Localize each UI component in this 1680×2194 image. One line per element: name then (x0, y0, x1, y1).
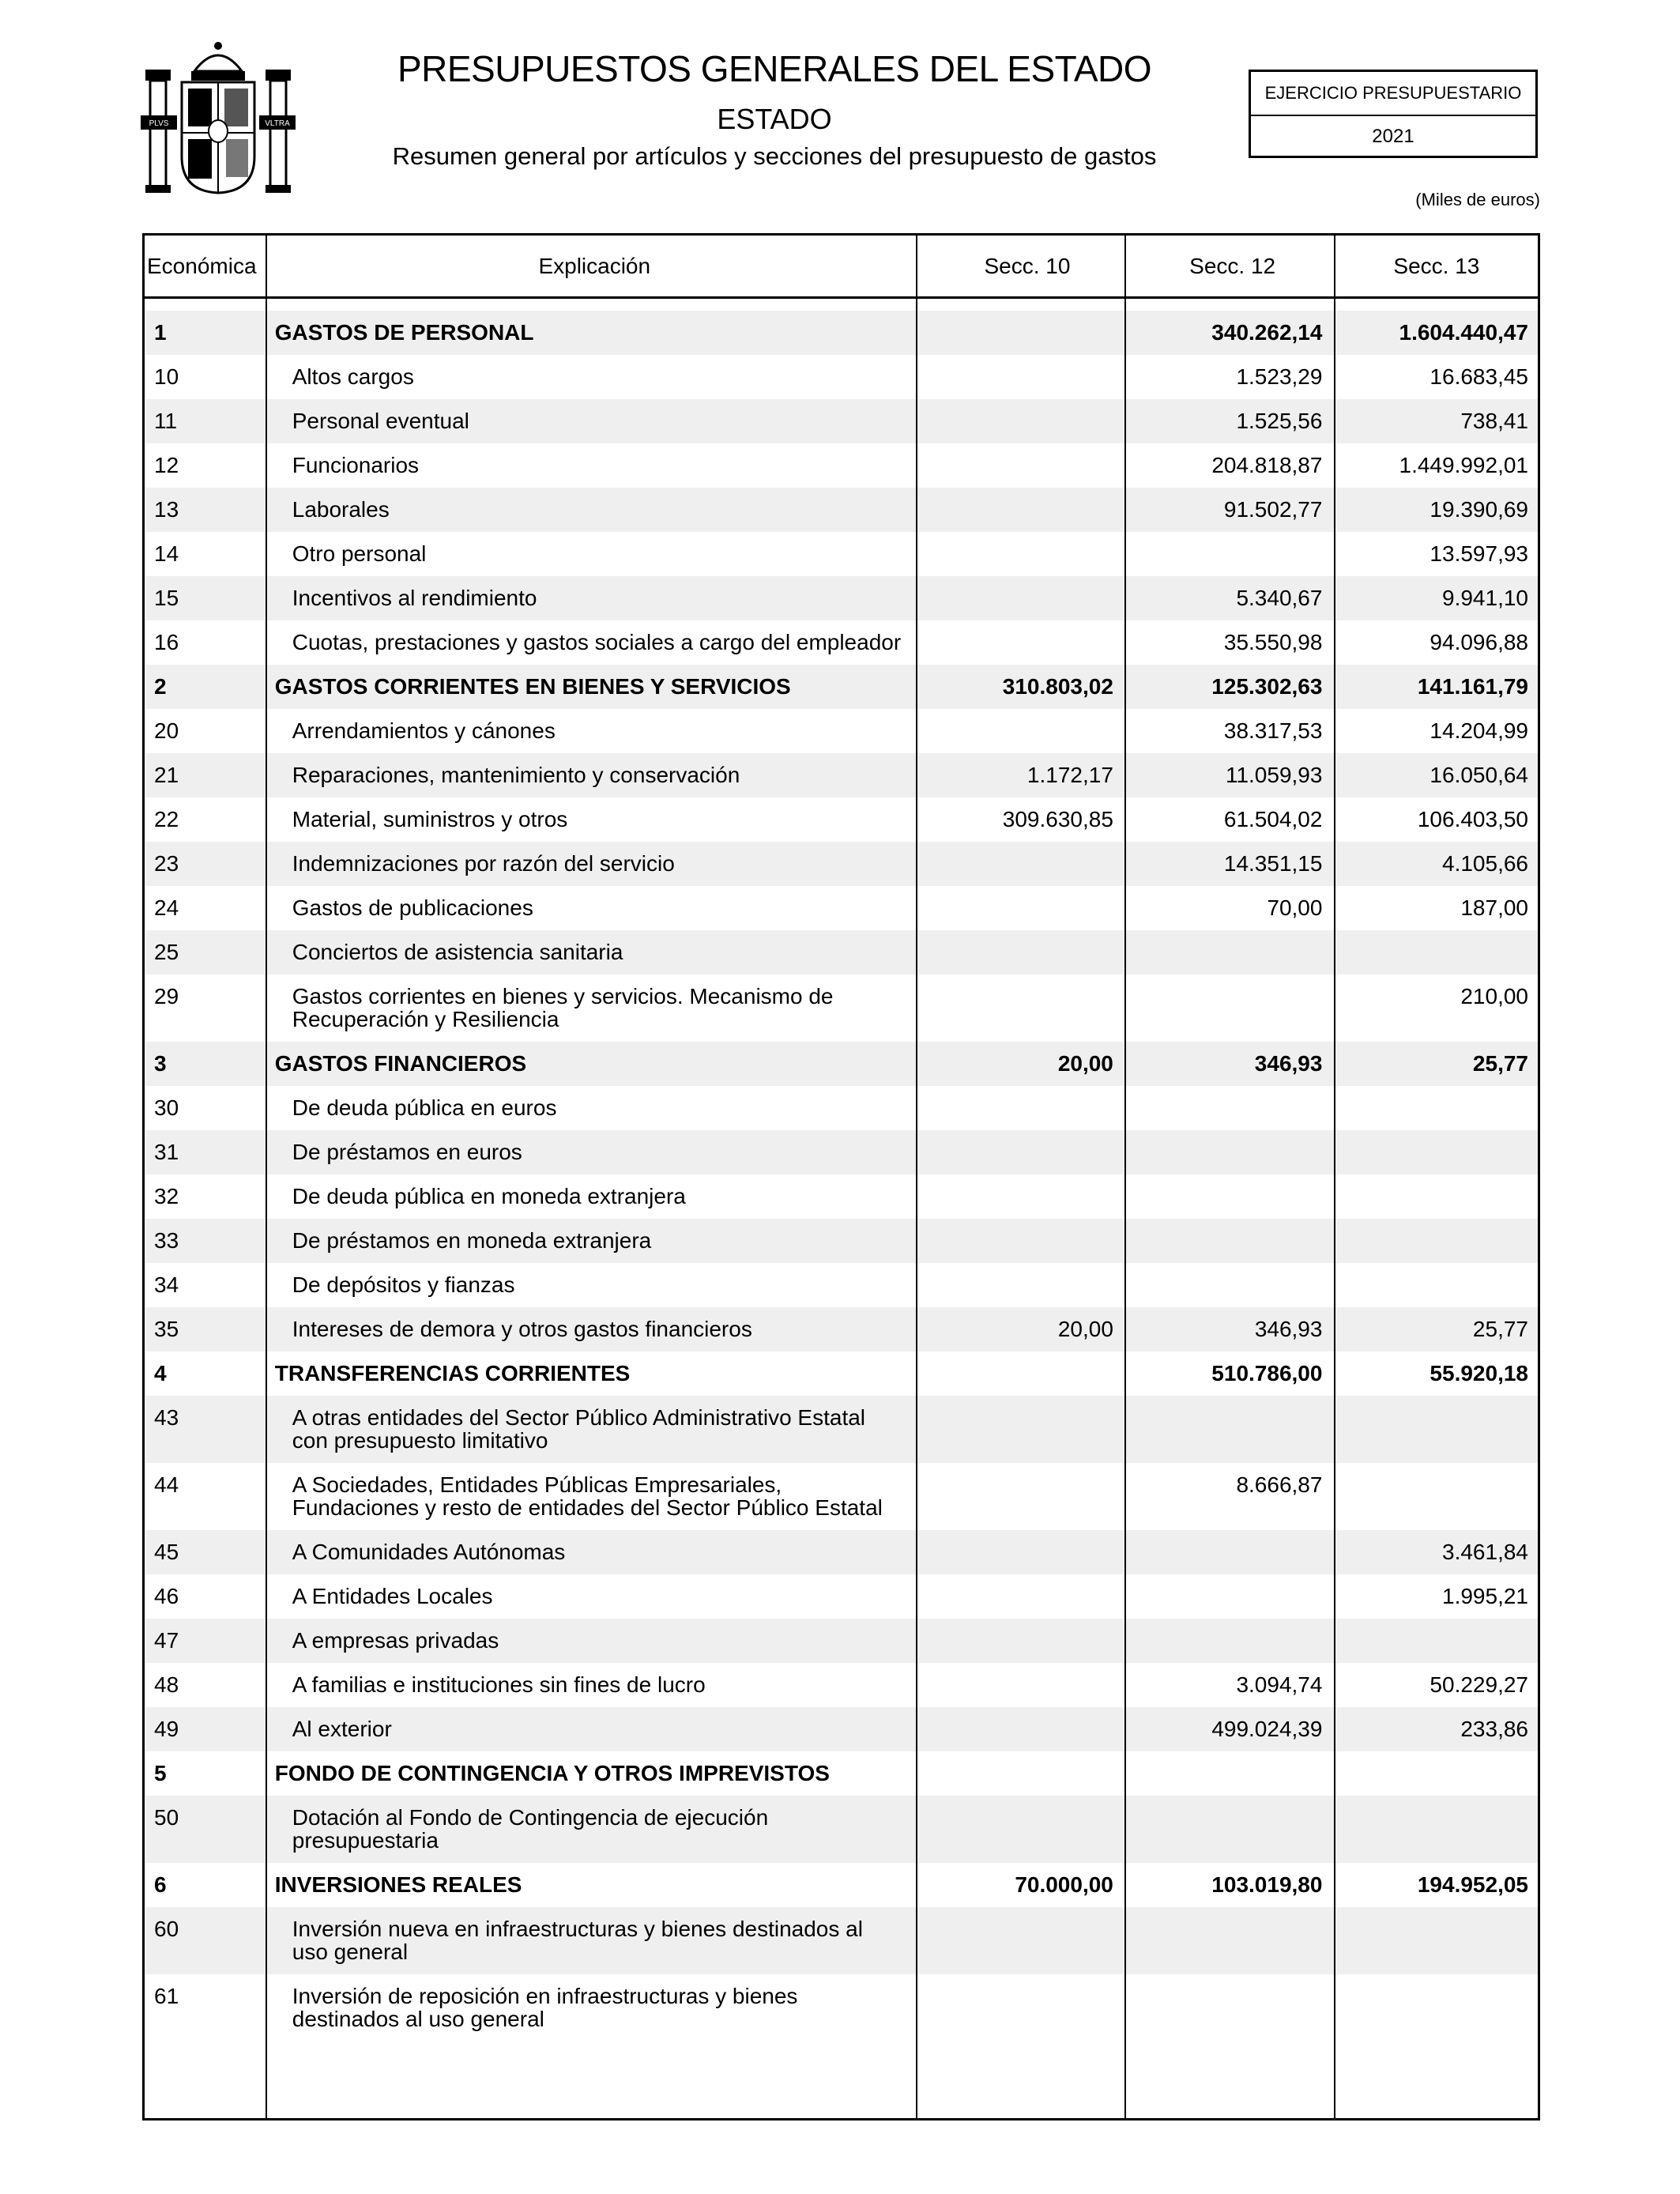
cell-explicacion: De deuda pública en moneda extranjera (292, 1184, 686, 1208)
cell-secc-13 (1332, 1130, 1538, 1174)
cell-secc-12: 3.094,74 (1236, 1672, 1323, 1697)
table-row (145, 532, 1538, 576)
cell-secc-13: 25,77 (1472, 1317, 1528, 1341)
cell-secc-13 (1332, 1174, 1538, 1219)
cell-code: 31 (154, 1140, 179, 1164)
table-row (145, 399, 1538, 443)
cell-secc-10: 310.803,02 (1002, 674, 1113, 699)
cell-secc-10 (914, 1530, 1123, 1574)
cell-secc-10: 1.172,17 (1026, 763, 1113, 787)
cell-secc-13: 16.050,64 (1430, 763, 1528, 787)
cell-explicacion: De préstamos en euros (292, 1140, 522, 1164)
cell-secc-13 (1332, 1619, 1538, 1663)
table-row (145, 1574, 1538, 1619)
table-row-total (145, 665, 1538, 709)
cell-explicacion: A Comunidades Autónomas (292, 1540, 566, 1564)
cell-secc-13 (1332, 1751, 1538, 1796)
cell-code: 13 (154, 497, 179, 522)
cell-secc-12 (1123, 974, 1332, 1042)
cell-code: 61 (154, 1984, 179, 2008)
cell-secc-13 (1332, 1396, 1538, 1463)
cell-secc-13: 19.390,69 (1430, 497, 1528, 522)
budget-table (142, 233, 1540, 2120)
cell-secc-10 (914, 1219, 1123, 1263)
cell-explicacion: A empresas privadas (292, 1628, 499, 1653)
cell-code: 20 (154, 718, 179, 743)
cell-secc-12: 340.262,14 (1211, 320, 1323, 345)
cell-secc-13: 25,77 (1472, 1051, 1528, 1076)
table-row (145, 930, 1538, 974)
cell-secc-13 (1332, 1219, 1538, 1263)
cell-explicacion: Intereses de demora y otros gastos financieros (292, 1317, 752, 1341)
header-secc-13: Secc. 13 (1393, 254, 1480, 278)
cell-secc-12 (1123, 1574, 1332, 1619)
cell-code: 12 (154, 453, 179, 477)
cell-secc-12: 204.818,87 (1211, 453, 1323, 477)
cell-secc-12: 91.502,77 (1223, 497, 1323, 522)
units-note: (Miles de euros) (1415, 190, 1540, 209)
cell-secc-12 (1123, 1263, 1332, 1307)
cell-explicacion: Cuotas, prestaciones y gastos sociales a cargo del empleador (292, 630, 902, 654)
cell-secc-13: 14.204,99 (1430, 718, 1528, 743)
cell-code: 21 (154, 763, 179, 787)
cell-secc-12: 70,00 (1267, 895, 1323, 920)
cell-code: 16 (154, 630, 179, 654)
table-row (145, 1396, 1538, 1463)
cell-code: 60 (154, 1917, 179, 1941)
cell-code: 30 (154, 1095, 179, 1120)
cell-code: 44 (154, 1472, 179, 1497)
cell-secc-13: 9.941,10 (1442, 586, 1528, 610)
table-row (145, 1907, 1538, 1974)
table-row-total (145, 311, 1538, 355)
cell-code: 14 (154, 541, 179, 566)
cell-secc-10 (914, 443, 1123, 488)
cell-secc-13: 738,41 (1460, 409, 1528, 433)
cell-secc-13: 194.952,05 (1417, 1872, 1528, 1897)
cell-explicacion: TRANSFERENCIAS CORRIENTES (274, 1361, 631, 1385)
cell-secc-13 (1332, 1086, 1538, 1130)
cell-explicacion: Gastos de publicaciones (292, 895, 533, 920)
cell-code: 32 (154, 1184, 179, 1208)
cell-secc-10 (914, 311, 1123, 355)
cell-explicacion: De préstamos en moneda extranjera (292, 1228, 652, 1253)
header-secc-12: Secc. 12 (1189, 254, 1276, 278)
cell-secc-13: 94.096,88 (1430, 630, 1528, 654)
cell-secc-10 (914, 399, 1123, 443)
table-row (145, 709, 1538, 753)
cell-secc-10 (914, 1463, 1123, 1530)
cell-secc-12: 346,93 (1254, 1317, 1323, 1341)
ejercicio-year: 2021 (1372, 126, 1414, 147)
cell-explicacion: Funcionarios (292, 453, 420, 477)
cell-secc-12: 38.317,53 (1223, 718, 1323, 743)
table-row (145, 1174, 1538, 1219)
cell-explicacion: GASTOS FINANCIEROS (274, 1051, 527, 1076)
cell-secc-13: 233,86 (1460, 1717, 1528, 1741)
cell-code: 11 (154, 409, 178, 433)
cell-secc-13: 1.604.440,47 (1399, 320, 1528, 345)
table-body (145, 299, 1538, 2041)
cell-secc-13 (1332, 1907, 1538, 1974)
cell-explicacion: Al exterior (292, 1717, 392, 1741)
cell-code: 43 (154, 1405, 179, 1430)
cell-explicacion: Reparaciones, mantenimiento y conservación (292, 763, 740, 787)
cell-secc-12: 14.351,15 (1223, 851, 1323, 876)
table-row (145, 1307, 1538, 1351)
cell-secc-10 (914, 1619, 1123, 1663)
cell-secc-10 (914, 1574, 1123, 1619)
cell-secc-12 (1123, 1219, 1332, 1263)
table-row (145, 576, 1538, 620)
cell-secc-10 (914, 930, 1123, 974)
table-row (145, 1530, 1538, 1574)
table-row (145, 1086, 1538, 1130)
cell-secc-13 (1332, 1463, 1538, 1530)
page-description: Resumen general por artículos y secciones del presupuesto de gastos (392, 142, 1157, 170)
cell-explicacion: Conciertos de asistencia sanitaria (292, 940, 623, 964)
cell-code: 22 (154, 807, 179, 831)
cell-code: 35 (154, 1317, 179, 1341)
cell-secc-13: 16.683,45 (1430, 364, 1528, 389)
page-title: PRESUPUESTOS GENERALES DEL ESTADO (397, 48, 1152, 89)
cell-secc-12: 125.302,63 (1211, 674, 1323, 699)
cell-code: 24 (154, 895, 179, 920)
cell-explicacion: Material, suministros y otros (292, 807, 568, 831)
cell-secc-10 (914, 1263, 1123, 1307)
cell-secc-10 (914, 1396, 1123, 1463)
table-row (145, 1619, 1538, 1663)
table-row-total (145, 1863, 1538, 1907)
table-row (145, 1707, 1538, 1751)
cell-secc-12 (1123, 1619, 1332, 1663)
cell-secc-13 (1332, 1263, 1538, 1307)
cell-secc-12 (1123, 1907, 1332, 1974)
cell-secc-13: 1.449.992,01 (1399, 453, 1528, 477)
table-row (145, 1463, 1538, 1530)
cell-secc-12 (1123, 1086, 1332, 1130)
table-row-total (145, 1351, 1538, 1396)
cell-explicacion: INVERSIONES REALES (274, 1872, 522, 1897)
cell-code: 2 (154, 674, 167, 699)
cell-code: 6 (154, 1872, 167, 1897)
cell-code: 3 (154, 1051, 167, 1076)
cell-secc-10: 70.000,00 (1015, 1872, 1113, 1897)
table-row (145, 620, 1538, 665)
cell-secc-13: 210,00 (1460, 984, 1528, 1008)
cell-secc-10 (914, 974, 1123, 1042)
cell-secc-12: 103.019,80 (1211, 1872, 1323, 1897)
cell-secc-13: 141.161,79 (1417, 674, 1528, 699)
cell-code: 50 (154, 1805, 179, 1830)
cell-secc-12: 1.525,56 (1236, 409, 1323, 433)
cell-explicacion: De deuda pública en euros (292, 1095, 557, 1120)
cell-secc-13: 187,00 (1460, 895, 1528, 920)
cell-code: 4 (154, 1361, 167, 1385)
table-row (145, 1663, 1538, 1707)
cell-secc-10 (914, 842, 1123, 886)
cell-secc-12 (1123, 1130, 1332, 1174)
cell-code: 46 (154, 1584, 179, 1608)
motto-left: PLVS (149, 119, 169, 128)
column-divider (1124, 236, 1126, 2118)
cell-secc-12 (1123, 532, 1332, 576)
table-row (145, 1263, 1538, 1307)
table-row (145, 842, 1538, 886)
cell-secc-10 (914, 532, 1123, 576)
page-subtitle: ESTADO (717, 103, 832, 135)
table-header (145, 236, 1538, 299)
cell-explicacion: A Sociedades, Entidades Públicas Empresariales, Fundaciones y resto de entidades del Sector Público Estatal (292, 1472, 883, 1520)
cell-explicacion: Dotación al Fondo de Contingencia de ejecución presupuestaria (292, 1805, 769, 1853)
cell-secc-12: 5.340,67 (1236, 586, 1323, 610)
cell-secc-10 (914, 1751, 1123, 1796)
cell-secc-10 (914, 355, 1123, 399)
table-row (145, 886, 1538, 930)
cell-explicacion: Incentivos al rendimiento (292, 586, 537, 610)
cell-explicacion: A otras entidades del Sector Público Administrativo Estatal con presupuesto limitativo (292, 1405, 866, 1453)
cell-secc-10 (914, 576, 1123, 620)
cell-explicacion: GASTOS CORRIENTES EN BIENES Y SERVICIOS (274, 674, 791, 699)
cell-code: 10 (154, 364, 179, 389)
cell-secc-10 (914, 709, 1123, 753)
cell-secc-12: 11.059,93 (1225, 763, 1323, 787)
table-row (145, 488, 1538, 532)
table-row (145, 443, 1538, 488)
column-divider (916, 236, 917, 2118)
cell-secc-12 (1123, 1974, 1332, 2041)
cell-secc-12: 499.024,39 (1211, 1717, 1323, 1741)
table-row (145, 1219, 1538, 1263)
cell-secc-10 (914, 1174, 1123, 1219)
cell-secc-10 (914, 886, 1123, 930)
cell-secc-13 (1332, 1796, 1538, 1863)
cell-secc-13 (1332, 1974, 1538, 2041)
table-row-total (145, 1042, 1538, 1086)
cell-secc-13: 50.229,27 (1430, 1672, 1528, 1697)
header-economica: Económica (147, 254, 257, 278)
cell-secc-10: 309.630,85 (1002, 807, 1113, 831)
cell-secc-12 (1123, 1174, 1332, 1219)
table-row (145, 355, 1538, 399)
cell-code: 49 (154, 1717, 179, 1741)
cell-explicacion: A Entidades Locales (292, 1584, 493, 1608)
cell-secc-10 (914, 1351, 1123, 1396)
cell-secc-12: 61.504,02 (1223, 807, 1323, 831)
cell-explicacion: FONDO DE CONTINGENCIA Y OTROS IMPREVISTOS (274, 1761, 830, 1785)
cell-secc-10 (914, 1707, 1123, 1751)
motto-right: VLTRA (265, 119, 290, 128)
cell-secc-12: 1.523,29 (1236, 364, 1323, 389)
table-row-total (145, 1751, 1538, 1796)
cell-explicacion: A familias e instituciones sin fines de lucro (292, 1672, 706, 1697)
header-explicacion: Explicación (538, 254, 651, 278)
ejercicio-label: EJERCICIO PRESUPUESTARIO (1251, 72, 1535, 116)
table-row (145, 1974, 1538, 2041)
cell-secc-10 (914, 1130, 1123, 1174)
column-divider (1334, 236, 1335, 2118)
cell-explicacion: Arrendamientos y cánones (292, 718, 556, 743)
cell-code: 23 (154, 851, 179, 876)
cell-secc-12 (1123, 1796, 1332, 1863)
cell-secc-10: 20,00 (1057, 1051, 1113, 1076)
cell-secc-10 (914, 1086, 1123, 1130)
cell-explicacion: Otro personal (292, 541, 427, 566)
cell-secc-12: 8.666,87 (1236, 1472, 1323, 1497)
cell-secc-13: 106.403,50 (1417, 807, 1528, 831)
cell-code: 25 (154, 940, 179, 964)
cell-secc-13: 4.105,66 (1442, 851, 1528, 876)
cell-secc-10 (914, 1796, 1123, 1863)
cell-secc-13: 13.597,93 (1430, 541, 1528, 566)
cell-secc-10 (914, 620, 1123, 665)
cell-code: 1 (154, 320, 167, 345)
cell-secc-12 (1123, 930, 1332, 974)
cell-code: 48 (154, 1672, 179, 1697)
cell-code: 47 (154, 1628, 179, 1653)
cell-code: 33 (154, 1228, 179, 1253)
cell-explicacion: Inversión nueva en infraestructuras y bienes destinados al uso general (292, 1917, 863, 1964)
cell-explicacion: Personal eventual (292, 409, 469, 433)
cell-secc-10 (914, 1907, 1123, 1974)
cell-secc-12 (1123, 1751, 1332, 1796)
cell-secc-13 (1332, 930, 1538, 974)
cell-explicacion: Gastos corrientes en bienes y servicios. Mecanismo de Recuperación y Resiliencia (292, 984, 834, 1031)
cell-secc-10: 20,00 (1057, 1317, 1113, 1341)
column-divider (266, 236, 267, 2118)
cell-secc-13: 1.995,21 (1442, 1584, 1528, 1608)
cell-secc-13: 3.461,84 (1442, 1540, 1528, 1564)
table-row (145, 1130, 1538, 1174)
cell-code: 45 (154, 1540, 179, 1564)
cell-explicacion: Laborales (292, 497, 390, 522)
cell-secc-12: 510.786,00 (1211, 1361, 1323, 1385)
header-secc-10: Secc. 10 (984, 254, 1071, 278)
cell-secc-10 (914, 1663, 1123, 1707)
ejercicio-box (1249, 70, 1538, 158)
cell-secc-12: 35.550,98 (1223, 630, 1323, 654)
cell-secc-12 (1123, 1396, 1332, 1463)
cell-explicacion: GASTOS DE PERSONAL (274, 320, 534, 345)
cell-secc-13: 55.920,18 (1430, 1361, 1528, 1385)
table-row (145, 1796, 1538, 1863)
cell-code: 29 (154, 984, 179, 1008)
cell-code: 15 (154, 586, 179, 610)
cell-explicacion: Inversión de reposición en infraestructuras y bienes destinados al uso general (292, 1984, 798, 2031)
cell-secc-10 (914, 488, 1123, 532)
table-row (145, 974, 1538, 1042)
table-row (145, 797, 1538, 842)
cell-secc-10 (914, 1974, 1123, 2041)
cell-code: 5 (154, 1761, 167, 1785)
cell-secc-12: 346,93 (1254, 1051, 1323, 1076)
cell-explicacion: Indemnizaciones por razón del servicio (292, 851, 675, 876)
cell-explicacion: Altos cargos (292, 364, 414, 389)
table-row (145, 753, 1538, 797)
cell-explicacion: De depósitos y fianzas (292, 1272, 515, 1297)
cell-code: 34 (154, 1272, 179, 1297)
coat-of-arms-emblem (139, 38, 297, 196)
cell-secc-12 (1123, 1530, 1332, 1574)
